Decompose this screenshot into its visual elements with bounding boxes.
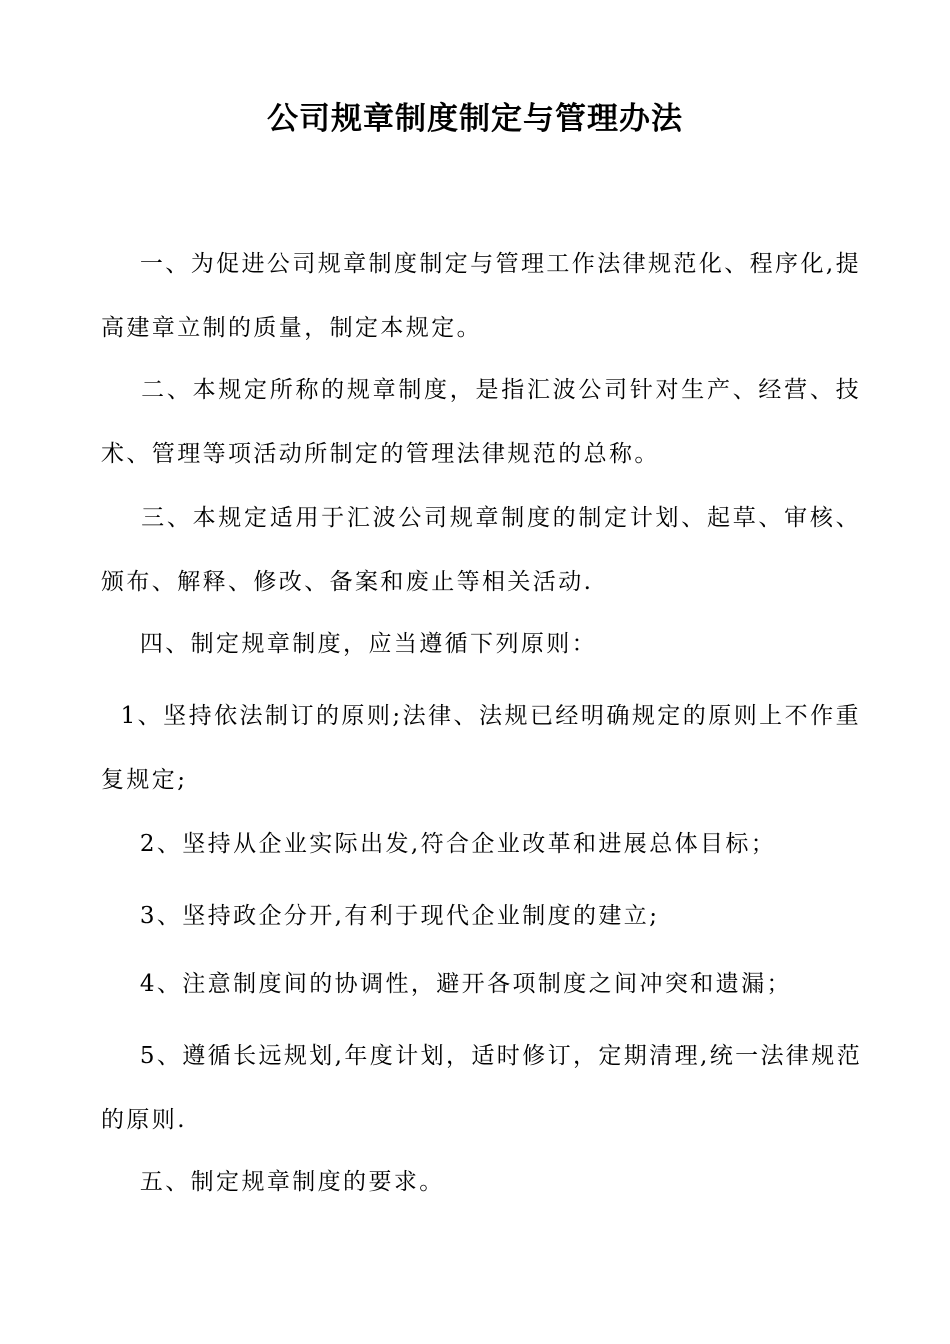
paragraph-line: 的原则. — [101, 1107, 187, 1133]
paragraph-line: 二、本规定所称的规章制度，是指汇波公司针对生产、经营、技 — [101, 377, 861, 403]
paragraph-line: 2、坚持从企业实际出发,符合企业改革和进展总体目标； — [101, 831, 777, 857]
paragraph-line: 一、为促进公司规章制度制定与管理工作法律规范化、程序化,提 — [101, 251, 861, 277]
paragraph-line: 4、注意制度间的协调性，避开各项制度之间冲突和遗漏； — [101, 971, 792, 997]
paragraph-10 — [101, 1150, 861, 1214]
paragraph-line: 五、制定规章制度的要求。 — [101, 1169, 445, 1195]
document-title: 公司规章制度制定与管理办法 — [267, 101, 683, 137]
paragraph-line: 3、坚持政企分开,有利于现代企业制度的建立; — [101, 903, 660, 929]
paragraph-line: 高建章立制的质量，制定本规定。 — [101, 315, 482, 341]
paragraph-5 — [101, 684, 861, 812]
paragraph-3 — [101, 486, 861, 614]
paragraph-line: 术、管理等项活动所制定的管理法律规范的总称。 — [101, 441, 660, 467]
paragraph-line: 1、坚持依法制订的原则;法律、法规已经明确规定的原则上不作重 — [101, 703, 861, 729]
paragraph-1 — [101, 232, 861, 360]
paragraph-2 — [101, 358, 861, 486]
paragraph-7 — [101, 884, 861, 948]
paragraph-line: 5、遵循长远规划,年度计划，适时修订，定期清理,统一法律规范 — [101, 1043, 863, 1069]
paragraph-line: 三、本规定适用于汇波公司规章制度的制定计划、起草、审核、 — [101, 505, 861, 531]
paragraph-line: 复规定; — [101, 767, 188, 793]
paragraph-line: 四、制定规章制度，应当遵循下列原则： — [101, 631, 598, 657]
paragraph-8 — [101, 952, 861, 1016]
paragraph-9 — [101, 1024, 861, 1152]
paragraph-4 — [101, 612, 861, 676]
paragraph-line: 颁布、解释、修改、备案和废止等相关活动. — [101, 569, 594, 595]
paragraph-6 — [101, 812, 861, 876]
